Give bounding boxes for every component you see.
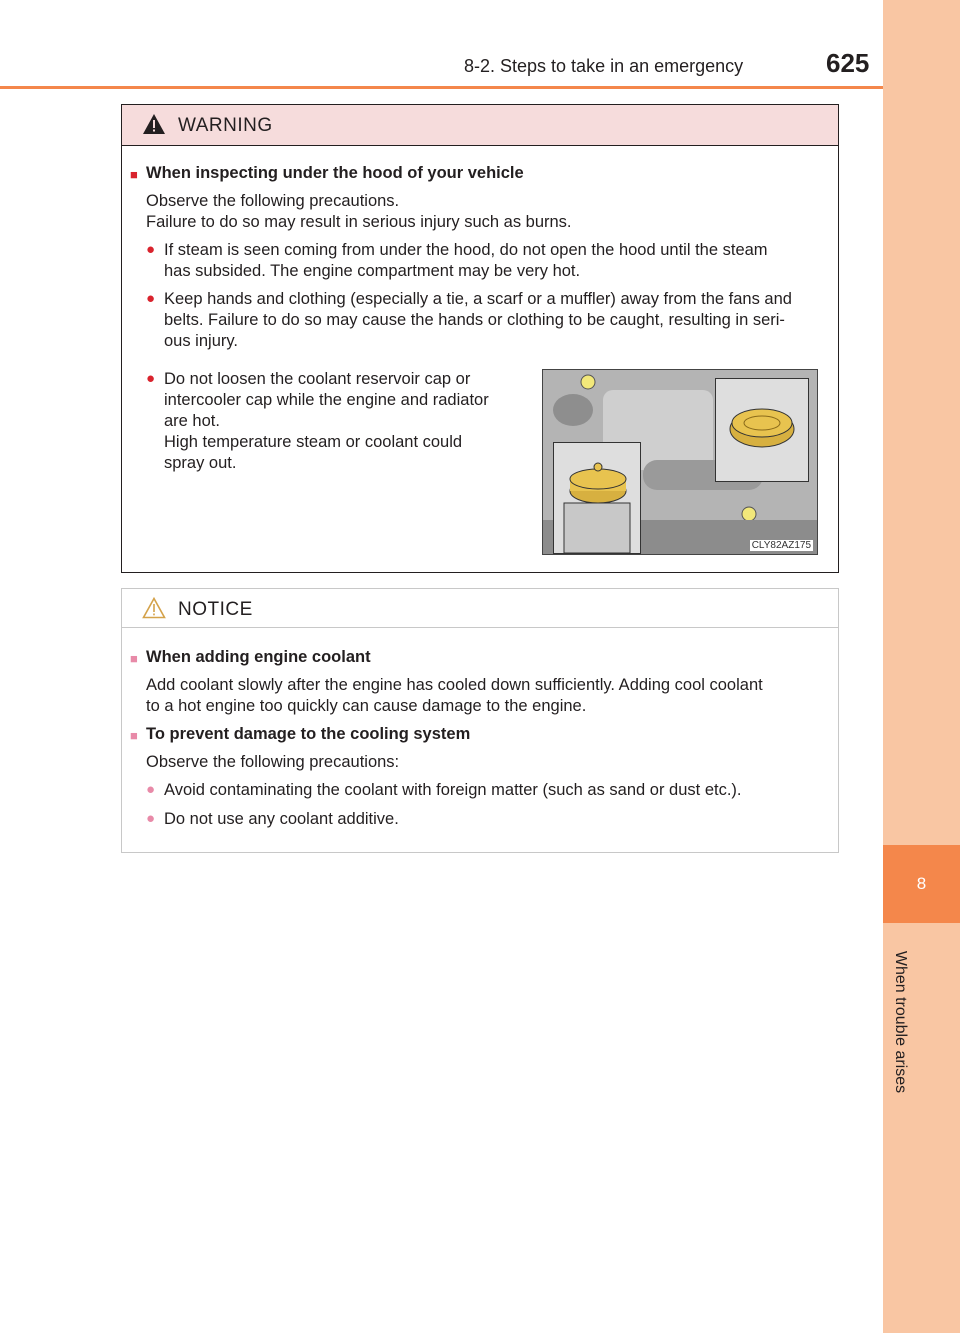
- notice-header: [122, 589, 838, 628]
- round-bullet-icon: ●: [146, 781, 156, 798]
- warning-bullet-line: ous injury.: [164, 332, 238, 350]
- page-number: 625: [826, 48, 870, 78]
- round-bullet-icon: ●: [146, 810, 156, 827]
- warning-triangle-icon: [142, 113, 166, 135]
- notice-title: NOTICE: [178, 599, 253, 620]
- warning-bullet-line: are hot.: [164, 412, 220, 430]
- notice-text-line: Add coolant slowly after the engine has cooled down sufficiently. Adding cool coolant: [146, 676, 763, 694]
- caution-triangle-icon: [142, 597, 166, 619]
- engine-compartment-photo: [542, 369, 818, 555]
- warning-bullet-line: Keep hands and clothing (especially a tie, a scarf or a muffler) away from the fans and: [164, 290, 792, 308]
- warning-bullet-line: intercooler cap while the engine and radiator: [164, 391, 489, 409]
- notice-text-line: to a hot engine too quickly can cause damage to the engine.: [146, 697, 587, 715]
- warning-bullet-line: Do not loosen the coolant reservoir cap or: [164, 370, 471, 388]
- intercooler-cap-inset: [553, 442, 641, 554]
- intercooler-cap-icon: [554, 443, 640, 553]
- notice-bullet-line: Avoid contaminating the coolant with foreign matter (such as sand or dust etc.).: [164, 781, 742, 799]
- square-bullet-icon: ■: [130, 728, 138, 743]
- warning-box: [121, 104, 839, 573]
- section-title: 8-2. Steps to take in an emergency: [464, 56, 744, 76]
- square-bullet-icon: ■: [130, 651, 138, 666]
- chapter-label: [882, 940, 912, 1110]
- warning-intro-line: Failure to do so may result in serious injury such as burns.: [146, 213, 572, 231]
- round-bullet-icon: ●: [146, 370, 156, 387]
- notice-heading: To prevent damage to the cooling system: [146, 725, 471, 743]
- notice-text-line: Observe the following precautions:: [146, 753, 400, 771]
- reservoir-cap-inset: [715, 378, 809, 482]
- warning-bullet-line: has subsided. The engine compartment may be very hot.: [164, 262, 581, 280]
- warning-bullet-line: High temperature steam or coolant could: [164, 433, 463, 451]
- chapter-label-text: When trouble arises: [892, 950, 909, 1094]
- round-bullet-icon: ●: [146, 241, 156, 258]
- round-bullet-icon: ●: [146, 290, 156, 307]
- warning-intro-line: Observe the following precautions.: [146, 192, 400, 210]
- warning-header: [122, 105, 838, 146]
- square-bullet-icon: ■: [130, 167, 138, 182]
- warning-title: WARNING: [178, 115, 273, 136]
- header-rule: [0, 86, 883, 89]
- warning-bullet-line: If steam is seen coming from under the hood, do not open the hood until the steam: [164, 241, 768, 259]
- notice-heading: When adding engine coolant: [146, 648, 371, 666]
- image-code: CLY82AZ175: [751, 540, 811, 551]
- warning-heading: When inspecting under the hood of your vehicle: [146, 164, 524, 182]
- chapter-number-tab: 8: [883, 845, 960, 923]
- warning-bullet-line: spray out.: [164, 454, 237, 472]
- side-tab: [883, 0, 960, 1333]
- warning-bullet-line: belts. Failure to do so may cause the hands or clothing to be caught, resulting in seri-: [164, 311, 785, 329]
- reservoir-cap-icon: [716, 379, 808, 481]
- notice-box: [121, 588, 839, 853]
- notice-bullet-line: Do not use any coolant additive.: [164, 810, 399, 828]
